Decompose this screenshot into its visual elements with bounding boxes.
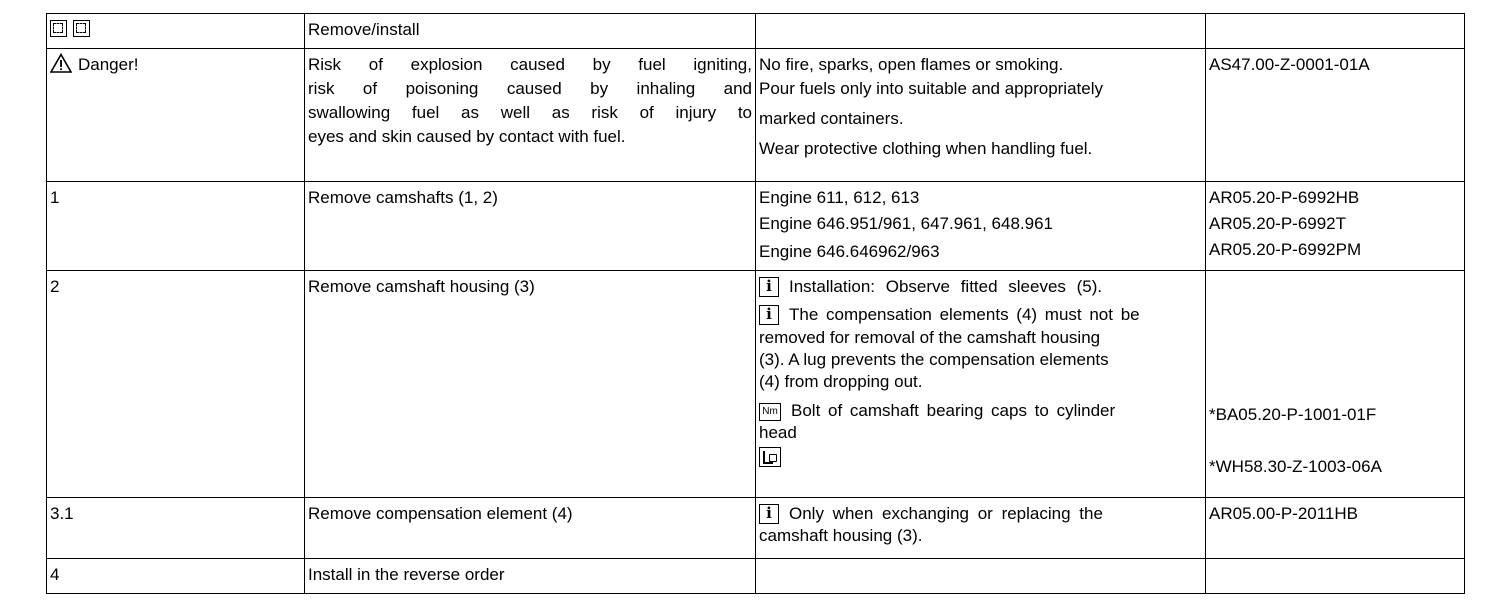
compensation-note-first-line: The compensation elements (4) must not be xyxy=(789,305,1140,324)
step-ref: AR05.00-P-2011HB xyxy=(1206,498,1465,559)
engine-line: Engine 646.951/961, 647.961, 648.961 xyxy=(759,214,1053,233)
danger-ref: AS47.00-Z-0001-01A xyxy=(1206,49,1465,182)
header-empty-cell xyxy=(756,14,1206,49)
step-row-3-1 xyxy=(47,498,1465,559)
torque-note-first-line: Bolt of camshaft bearing caps to cylinder xyxy=(791,401,1116,420)
compensation-note-line: (3). A lug prevents the compensation elements xyxy=(759,350,1109,369)
danger-label-cell xyxy=(47,49,305,182)
info-icon: i xyxy=(759,504,779,524)
installation-note xyxy=(759,275,1202,299)
install-icon xyxy=(73,20,90,37)
step-number: 2 xyxy=(47,271,305,498)
header-icons-cell xyxy=(47,14,305,49)
step-number: 3.1 xyxy=(47,498,305,559)
header-empty-cell-2 xyxy=(1206,14,1465,49)
danger-risk-cell xyxy=(305,49,756,182)
info-icon: i xyxy=(759,277,779,297)
torque-note xyxy=(759,399,1202,443)
measure-line: Pour fuels only into suitable and appropriately xyxy=(759,79,1103,98)
tool-note xyxy=(759,447,1202,474)
ref-link: AR05.20-P-6992PM xyxy=(1209,240,1362,259)
tool-ref-link: *WH58.30-Z-1003-06A xyxy=(1209,457,1382,476)
torque-note-line: head xyxy=(759,423,797,442)
risk-line: Risk of explosion caused by fuel igniting, xyxy=(308,55,752,74)
empty-cell xyxy=(756,559,1206,594)
step-row-1 xyxy=(47,182,1465,271)
step2-ref-cell xyxy=(1206,271,1465,498)
step-action: Remove compensation element (4) xyxy=(305,498,756,559)
step-number: 4 xyxy=(47,559,305,594)
info-icon: i xyxy=(759,305,779,325)
compensation-note-line: removed for removal of the camshaft housing xyxy=(759,328,1101,347)
exchange-note-line: camshaft housing (3). xyxy=(759,526,923,545)
engine-line: Engine 611, 612, 613 xyxy=(759,188,920,207)
header-title: Remove/install xyxy=(305,14,756,49)
risk-line: swallowing fuel as well as risk of injury to xyxy=(308,103,752,122)
torque-ref-link: *BA05.20-P-1001-01F xyxy=(1209,405,1377,424)
measure-line: No fire, sparks, open flames or smoking. xyxy=(759,55,1064,74)
step-action: Install in the reverse order xyxy=(305,559,756,594)
warning-triangle-icon xyxy=(50,53,72,73)
compensation-note-line: (4) from dropping out. xyxy=(759,372,923,391)
exchange-note-first-line: Only when exchanging or replacing the xyxy=(789,504,1103,523)
ref-link: AR05.20-P-6992HB xyxy=(1209,188,1360,207)
step-row-4 xyxy=(47,559,1465,594)
ref-list-cell xyxy=(1206,182,1465,271)
installation-note-text: Installation: Observe fitted sleeves (5). xyxy=(789,277,1103,296)
step-action: Remove camshafts (1, 2) xyxy=(305,182,756,271)
step-row-2 xyxy=(47,271,1465,498)
measure-line: Wear protective clothing when handling fuel. xyxy=(759,139,1093,158)
compensation-note xyxy=(759,303,1202,393)
measure-line: marked containers. xyxy=(759,109,904,128)
danger-label: Danger! xyxy=(78,55,139,74)
step-action: Remove camshaft housing (3) xyxy=(305,271,756,498)
ref-link: AR05.20-P-6992T xyxy=(1209,214,1347,233)
torque-nm-icon: Nm xyxy=(759,403,781,421)
remove-icon xyxy=(50,20,67,37)
danger-measures-cell xyxy=(756,49,1206,182)
special-tool-icon xyxy=(759,447,781,467)
engine-line: Engine 646.646962/963 xyxy=(759,242,940,261)
empty-cell-2 xyxy=(1206,559,1465,594)
danger-row xyxy=(47,49,1465,182)
risk-line: risk of poisoning caused by inhaling and xyxy=(308,79,752,98)
engine-list-cell xyxy=(756,182,1206,271)
procedure-table xyxy=(46,13,1465,594)
step-number: 1 xyxy=(47,182,305,271)
header-row xyxy=(47,14,1465,49)
risk-line: eyes and skin caused by contact with fuel. xyxy=(308,127,626,146)
notes-cell xyxy=(756,271,1206,498)
exchange-note-cell xyxy=(756,498,1206,559)
